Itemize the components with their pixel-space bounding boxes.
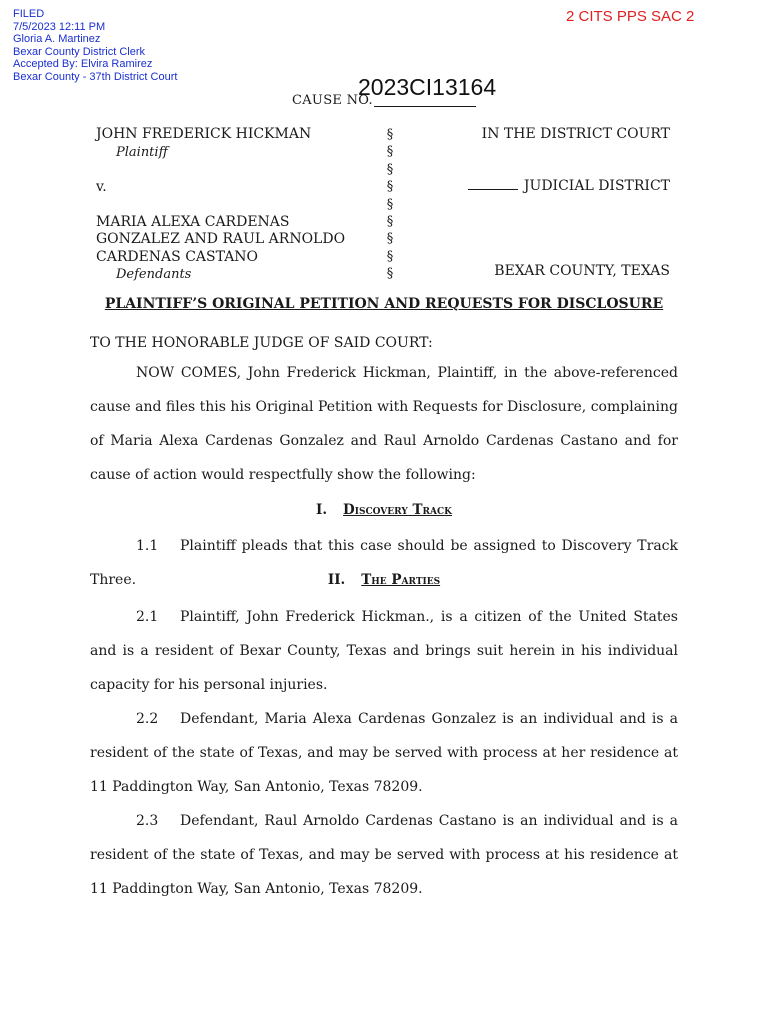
- section-heading-discovery: [0, 502, 768, 518]
- section-symbol: §: [386, 144, 394, 160]
- section-symbol: §: [386, 196, 394, 212]
- plaintiff-role: Plaintiff: [116, 144, 168, 160]
- section-symbol: §: [386, 161, 394, 177]
- judicial-district: [468, 178, 670, 196]
- paragraph-2-2: [90, 702, 678, 804]
- caption-parties: [96, 126, 345, 284]
- section-title: The Parties: [361, 572, 441, 588]
- paragraph-text: Plaintiff, John Frederick Hickman., is a citizen of the United States and is a resident of Bexar County, Texas and brings suit herein in his individual capacity for his personal injuries.: [90, 609, 678, 693]
- caption-spacer: [96, 196, 345, 214]
- section-symbol: §: [386, 213, 394, 229]
- paragraph-2-1: [90, 600, 678, 702]
- filing-stamp: [13, 8, 177, 84]
- section-number: II.: [327, 572, 346, 588]
- stamp-line: Bexar County District Clerk: [13, 45, 146, 58]
- paragraph-text: Defendant, Raul Arnoldo Cardenas Castano is an individual and is a resident of the state of Texas, and may be served with process at his residence at 11 Paddington Way, San Antonio, Texas 78209.: [90, 813, 678, 897]
- plaintiff-name: JOHN FREDERICK HICKMAN: [96, 126, 312, 142]
- section-symbol: §: [386, 231, 394, 247]
- stamp-line: Accepted By: Elvira Ramirez: [13, 58, 153, 71]
- defendant-name-line: CARDENAS CASTANO: [96, 248, 259, 265]
- section-symbol-column: [384, 126, 396, 283]
- citation-note: 2 CITS PPS SAC 2: [566, 8, 695, 25]
- section-symbol: §: [386, 248, 394, 264]
- section-symbol: §: [386, 179, 394, 195]
- district-blank-line: [468, 179, 518, 190]
- stamp-line: FILED: [13, 8, 45, 20]
- paragraph-2-3: [90, 804, 678, 906]
- section-symbol: §: [386, 266, 394, 282]
- caption-spacer: [96, 161, 345, 179]
- section-title: Discovery Track: [343, 502, 452, 518]
- paragraph-number: 2.2: [136, 711, 159, 727]
- court-name: IN THE DISTRICT COURT: [481, 126, 670, 142]
- paragraph-text: Defendant, Maria Alexa Cardenas Gonzalez is an individual and is a resident of the state of Texas, and may be served with process at her residence at 11 Paddington Way, San Antonio, Texas 78209.: [90, 711, 678, 795]
- intro-paragraph: NOW COMES, John Frederick Hickman, Plaintiff, in the above-referenced cause and files this his Original Petition with Requests for Disclosure, complaining of Maria Alexa Cardenas Gonzalez and Raul Arnoldo Cardenas Castano and for cause of action would respectfully show the following:: [90, 365, 678, 483]
- stamp-line: Bexar County - 37th District Court: [13, 70, 178, 83]
- cause-number: 2023CI13164: [358, 74, 497, 100]
- defendant-name-line: MARIA ALEXA CARDENAS: [96, 213, 290, 230]
- stamp-line: Gloria A. Martinez: [13, 33, 101, 46]
- paragraph-number: 1.1: [136, 538, 159, 554]
- section-heading-parties: [0, 572, 768, 588]
- defendant-name-line: GONZALEZ AND RAUL ARNOLDO: [96, 231, 346, 247]
- paragraph-number: 2.1: [136, 609, 159, 625]
- judicial-district-label: JUDICIAL DISTRICT: [523, 178, 670, 194]
- versus: v.: [96, 178, 107, 195]
- salutation: TO THE HONORABLE JUDGE OF SAID COURT:: [90, 335, 433, 351]
- petition-title: PLAINTIFF’S ORIGINAL PETITION AND REQUESTS FOR DISCLOSURE: [104, 296, 664, 312]
- stamp-line: 7/5/2023 12:11 PM: [13, 20, 106, 33]
- section-symbol: §: [386, 127, 394, 142]
- defendant-role: Defendants: [116, 267, 192, 282]
- section-number: I.: [316, 502, 328, 518]
- county: BEXAR COUNTY, TEXAS: [494, 263, 670, 279]
- paragraph-number: 2.3: [136, 813, 159, 829]
- cause-label: CAUSE NO.: [292, 93, 373, 108]
- cause-blank-line: [374, 106, 476, 107]
- paragraph-text: Plaintiff pleads that this case should be assigned to Discovery Track Three.: [90, 538, 678, 588]
